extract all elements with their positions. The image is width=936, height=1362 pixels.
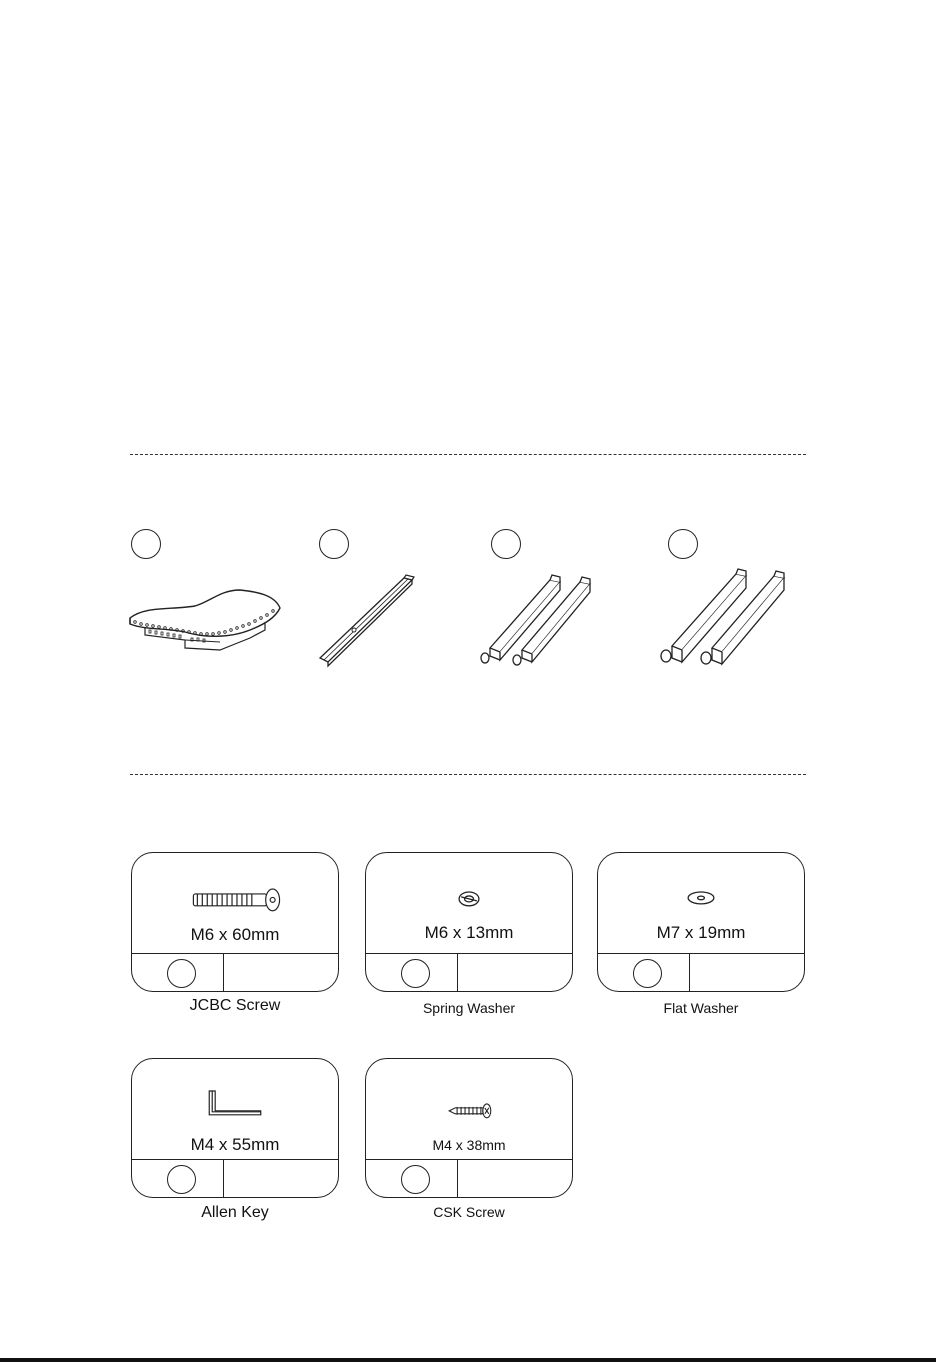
hardware-size-label: M6 x 13mm (424, 923, 514, 942)
hardware-label-circle (633, 959, 662, 988)
hardware-card-csk-screw (365, 1058, 573, 1198)
hardware-size-label: M7 x 19mm (656, 923, 746, 942)
hardware-name-label: Allen Key (201, 1204, 269, 1221)
hardware-card-split (223, 954, 224, 992)
page-bottom-border (0, 1358, 936, 1362)
flat-washer-icon (598, 853, 804, 923)
hardware-card-footer (132, 1159, 338, 1198)
allen-key-icon (132, 1059, 338, 1129)
hardware-size-label: M6 x 60mm (190, 925, 280, 944)
spring-washer-icon (366, 853, 572, 923)
part-label-circle-1 (131, 529, 161, 559)
hardware-label-circle (167, 959, 196, 988)
section-divider-middle (130, 774, 806, 775)
seat-cushion-illustration (125, 580, 285, 652)
hardware-label-circle (401, 1165, 430, 1194)
hardware-label-circle (401, 959, 430, 988)
hardware-name-label: CSK Screw (433, 1204, 505, 1220)
hardware-card-footer (366, 1159, 572, 1198)
hardware-name-label: Spring Washer (422, 1000, 516, 1016)
hardware-name-label: Flat Washer (663, 1000, 739, 1016)
hardware-card-footer (132, 953, 338, 992)
back-rail-illustration (316, 572, 420, 668)
rear-legs-illustration (654, 566, 796, 672)
part-label-circle-3 (491, 529, 521, 559)
hardware-name-label: JCBC Screw (189, 997, 281, 1014)
hardware-card-split (457, 1160, 458, 1198)
csk-screw-icon (366, 1059, 572, 1129)
hardware-card-split (457, 954, 458, 992)
hardware-card-flat-washer (597, 852, 805, 992)
part-label-circle-4 (668, 529, 698, 559)
hardware-card-allen-key (131, 1058, 339, 1198)
hardware-card-jcbc-screw (131, 852, 339, 992)
hardware-size-label: M4 x 38mm (432, 1137, 506, 1153)
front-legs-illustration (476, 570, 606, 670)
hardware-card-split (223, 1160, 224, 1198)
hardware-card-footer (598, 953, 804, 992)
jcbc-screw-icon (132, 853, 338, 923)
hardware-card-footer (366, 953, 572, 992)
section-divider-top (130, 454, 806, 455)
hardware-size-label: M4 x 55mm (190, 1135, 280, 1154)
hardware-card-split (689, 954, 690, 992)
hardware-card-spring-washer (365, 852, 573, 992)
hardware-label-circle (167, 1165, 196, 1194)
part-label-circle-2 (319, 529, 349, 559)
